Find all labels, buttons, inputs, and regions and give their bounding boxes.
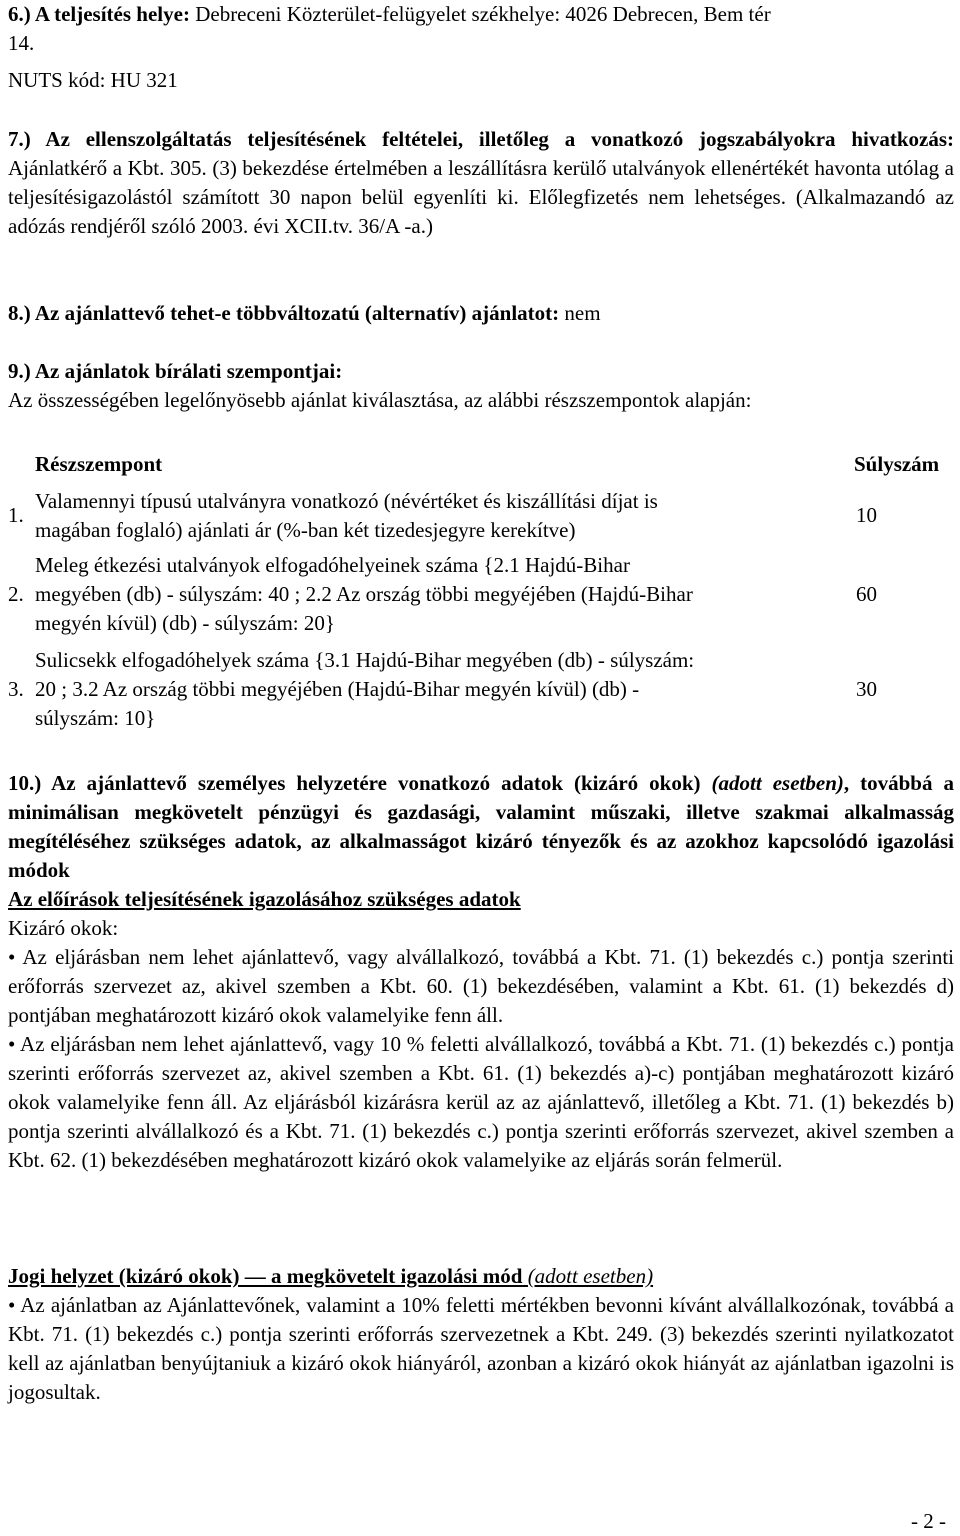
criteria-row-line: Sulicsekk elfogadóhelyek száma {3.1 Hajdú-Bihar megyében (db) - súlyszám: <box>35 648 695 672</box>
criteria-row-line: Valamennyi típusú utalványra vonatkozó (névértéket és kiszállítási díjat is <box>35 489 658 513</box>
criteria-column-name: Részszempont <box>35 452 163 476</box>
criteria-row-number: 1. <box>8 503 24 527</box>
criteria-row-text <box>35 487 835 545</box>
legal-bullet: • Az ajánlatban az Ajánlattevőnek, valamint a 10% feletti mértékben bevonni kívánt alvállalkozónak, továbbá a Kbt. 71. (1) bekezdés c.) pontja szerinti erőforrás szervezetnek a Kbt. 249. (3) bekezdés szerinti nyilatkozatot kell az ajánlatban benyújtaniuk a kizáró okok hiányáról, azonban a kizáró okok hiányát az ajánlatban igazolni is jogosultak. <box>8 1293 954 1404</box>
section-10-subheading-text: Az előírások teljesítésének igazolásához szükséges adatok <box>8 887 521 911</box>
exclusion-bullet-2: • Az eljárásban nem lehet ajánlattevő, vagy 10 % feletti alvállalkozó, továbbá a Kbt. 71. (1) bekezdés c.) pontja szerinti erőforrás szervezet az, akivel szemben a Kbt. 61. (1) bekezdés a)-c) pontjában meghatározott kizáró okok valamelyike fenn áll. Az eljárásból kizárásra kerül az az ajánlattevő, illetőleg a Kbt. 71. (1) bekezdés b) pontja szerinti alvállalkozó és a Kbt. 71. (1) bekezdés c.) pontja szerinti erőforrás szervezet, akivel szemben a Kbt. 62. (1) bekezdésében meghatározott kizáró okok valamelyike az eljárás során felmerül. <box>8 1032 954 1172</box>
nuts-code: NUTS kód: HU 321 <box>8 68 178 92</box>
section-6-label: 6.) A teljesítés helye: <box>8 2 190 26</box>
page-number: - 2 - <box>911 1509 946 1533</box>
criteria-row-number: 2. <box>8 582 24 606</box>
criteria-row-text <box>35 551 835 638</box>
section-10-label-cont: , továbbá a minimálisan megkövetelt pénzügyi és gazdasági, valamint műszaki, illetve szakmai alkalmasság megítéléséhez szükséges adatok, az alkalmasságot kizáró tényezők és az azokhoz kapcsolódó igazolási módok <box>8 771 955 882</box>
section-9-label: 9.) Az ajánlatok bírálati szempontjai: <box>8 359 343 383</box>
legal-heading-qualifier: (adott esetben) <box>522 1264 654 1288</box>
exclusion-bullet-1: • Az eljárásban nem lehet ajánlattevő, vagy alvállalkozó, továbbá a Kbt. 71. (1) bekezdés c.) pontja szerinti erőforrás szervezet az, akivel szemben a Kbt. 60. (1) bekezdésében, valamint a Kbt. 61. (1) bekezdés d) pontjában meghatározott kizáró okok valamelyike fenn áll. <box>8 945 954 1027</box>
section-6-line2: 14. <box>8 31 35 55</box>
criteria-row-line: 20 ; 3.2 Az ország többi megyéjében (Hajdú-Bihar megyén kívül) (db) - <box>35 677 640 701</box>
exclusion-label: Kizáró okok: <box>8 916 119 940</box>
legal-heading <box>8 1262 653 1291</box>
section-7-text: Ajánlatkérő a Kbt. 305. (3) bekezdése értelmében a leszállításra kerülő utalványok ellenértékét havonta utólag a teljesítésigazolástól számított 30 napon belül egyenlíti ki. Előlegfizetés nem lehetséges. (Alkalmazandó az adózás rendjéről szóló 2003. évi XCII.tv. 36/A -a.) <box>8 156 954 238</box>
section-10-label: 10.) Az ajánlattevő személyes helyzetére vonatkozó adatok (kizáró okok) <box>8 771 701 795</box>
legal-heading-text: Jogi helyzet (kizáró okok) — a megkövetelt igazolási mód <box>8 1264 523 1288</box>
criteria-row-weight: 60 <box>856 582 877 606</box>
section-9-text: Az összességében legelőnyösebb ajánlat kiválasztása, az alábbi részszempontok alapján: <box>8 388 752 412</box>
criteria-row-line: megyén kívül) (db) - súlyszám: 20} <box>35 611 335 635</box>
criteria-row-line: megyében (db) - súlyszám: 40 ; 2.2 Az ország többi megyéjében (Hajdú-Bihar <box>35 582 693 606</box>
section-7 <box>8 125 954 241</box>
section-10-subheading <box>8 885 521 914</box>
criteria-row-text <box>35 646 835 733</box>
section-7-label: 7.) Az ellenszolgáltatás teljesítésének feltételei, illetőleg a vonatkozó jogszabályokra hivatkozás: <box>8 127 954 151</box>
section-10-heading <box>8 769 954 885</box>
criteria-row-weight: 30 <box>856 677 877 701</box>
criteria-row-number: 3. <box>8 677 24 701</box>
criteria-column-weight: Súlyszám <box>854 452 940 476</box>
section-10-qualifier: (adott esetben) <box>700 771 844 795</box>
section-6 <box>8 0 954 58</box>
criteria-row-line: súlyszám: 10} <box>35 706 156 730</box>
section-8 <box>8 299 601 328</box>
criteria-row-line: magában foglaló) ajánlati ár (%-ban két tizedesjegyre kerekítve) <box>35 518 576 542</box>
criteria-row-line: Meleg étkezési utalványok elfogadóhelyeinek száma {2.1 Hajdú-Bihar <box>35 553 630 577</box>
section-8-label: 8.) Az ajánlattevő tehet-e többváltozatú (alternatív) ajánlatot: <box>8 301 560 325</box>
criteria-row-weight: 10 <box>856 503 877 527</box>
section-6-text: Debreceni Közterület-felügyelet székhelye: 4026 Debrecen, Bem tér <box>189 2 771 26</box>
section-8-value: nem <box>559 301 601 325</box>
section-9 <box>8 357 954 415</box>
